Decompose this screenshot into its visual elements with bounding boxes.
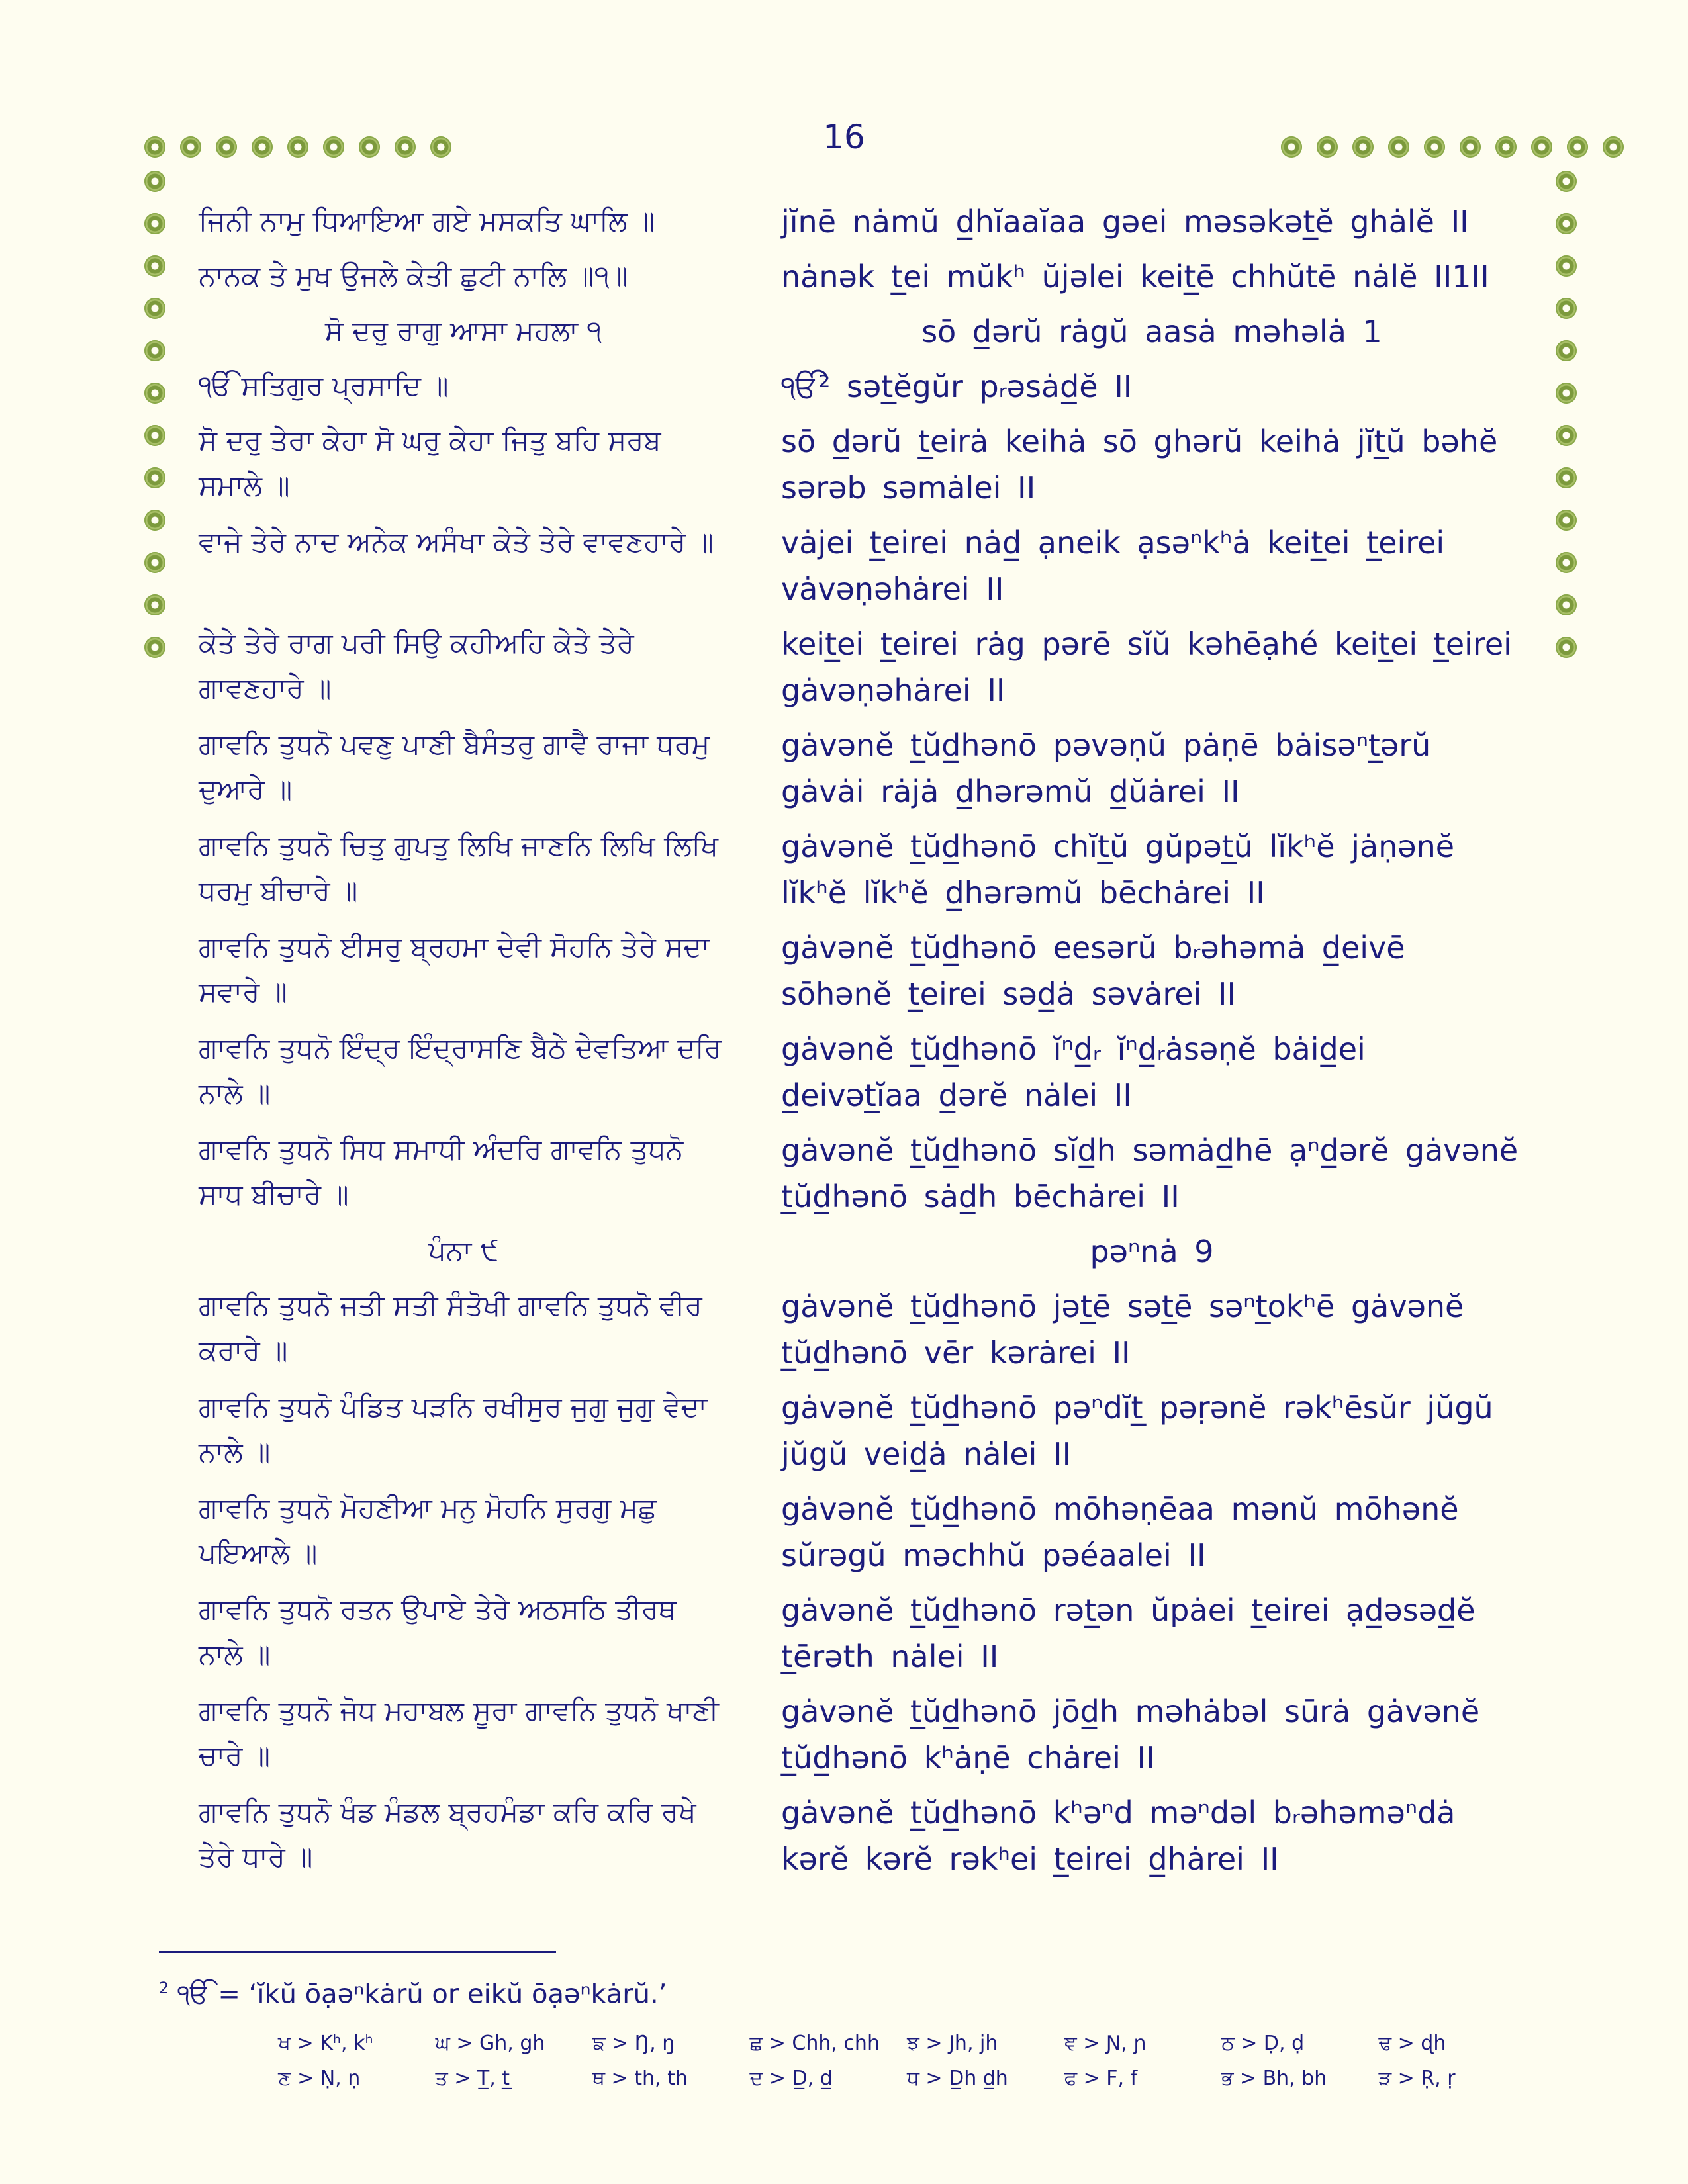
flower-icon — [144, 425, 165, 446]
flower-icon — [395, 136, 416, 158]
verse-row — [199, 925, 1536, 1017]
legend-item: ਛ > Chh, chh — [749, 2032, 880, 2055]
gurmukhi-text: ਵਾਜੇ ਤੇਰੇ ਨਾਦ ਅਨੇਕ ਅਸੰਖਾ ਕੇਤੇ ਤੇਰੇ ਵਾਵਣਹਾਰੇ ॥ — [199, 525, 714, 558]
flower-icon — [180, 136, 201, 158]
transliteration-text: gȧvənĕ t̲ŭd̲hənō kʰəⁿd məⁿdəl bᵣəhəməⁿdȧ kərĕ kərĕ rəkʰei t̲eirei d̲hȧrei II — [781, 1795, 1456, 1877]
legend-item: ਦ > D̲, d̲ — [749, 2067, 833, 2090]
verse-row — [199, 363, 1536, 410]
flower-icon — [1556, 425, 1577, 446]
gurmukhi-text: ਨਾਨਕ ਤੇ ਮੁਖ ਉਜਲੇ ਕੇਤੀ ਛੁਟੀ ਨਾਲਿ ॥੧॥ — [199, 259, 628, 292]
transliteration-text: gȧvənĕ t̲ŭd̲hənō rət̲ən ŭpȧei t̲eirei ạd̲əsəd̲ĕ t̲ērəth nȧlei II — [781, 1592, 1476, 1674]
transliteration-text: gȧvənĕ t̲ŭd̲hənō eesərŭ bᵣəhəmȧ d̲eivē sōhənĕ t̲eirei səd̲ȧ səvȧrei II — [781, 930, 1405, 1012]
flower-icon — [144, 340, 165, 361]
verse-row — [199, 621, 1536, 713]
ornament-right-column — [1556, 171, 1577, 679]
flower-icon — [1531, 136, 1552, 158]
ornament-left-column — [144, 171, 165, 679]
footnote-text: ੴ = ‘ĭkŭ ōạəⁿkȧrŭ or eikŭ ōạəⁿkȧrŭ.’ — [177, 1979, 667, 2010]
transliteration-text: gȧvənĕ t̲ŭd̲hənō pəvəṇŭ pȧṇē bȧisəⁿt̲ərŭ gȧvȧi rȧjȧ d̲hərəmŭ d̲ŭȧrei II — [781, 727, 1431, 809]
legend-item: ਠ > Ḍ, ḍ — [1221, 2032, 1305, 2055]
verse-row — [199, 253, 1536, 300]
legend-item: ਫ > F, f — [1064, 2067, 1138, 2090]
verse-row — [199, 1688, 1536, 1781]
flower-icon — [1556, 552, 1577, 573]
flower-icon — [144, 467, 165, 488]
gurmukhi-text: ਗਾਵਨਿ ਤੁਧਨੋ ਪੰਡਿਤ ਪੜਨਿ ਰਖੀਸੁਰ ਜੁਗੁ ਜੁਗੁ ਵੇਦਾ ਨਾਲੇ ॥ — [199, 1390, 708, 1468]
verse-row — [199, 520, 1536, 612]
flower-icon — [1556, 383, 1577, 404]
flower-icon — [1281, 136, 1302, 158]
section-heading-row — [199, 1228, 1536, 1275]
flower-icon — [144, 510, 165, 531]
flower-icon — [144, 383, 165, 404]
footnote — [159, 1979, 667, 2009]
flower-icon — [1556, 467, 1577, 488]
flower-icon — [359, 136, 380, 158]
transliteration-text: jĭnē nȧmŭ d̲hĭaaĭaa gəei məsəkət̲ĕ ghȧlĕ II — [781, 204, 1469, 240]
flower-icon — [1556, 171, 1577, 192]
gurmukhi-text: ੴ ਸਤਿਗੁਰ ਪ੍ਰਸਾਦਿ ॥ — [199, 369, 449, 402]
transliteration-text: ੴ² sət̲ĕgŭr pᵣəsȧd̲ĕ II — [781, 369, 1133, 404]
gurmukhi-text: ਸੋ ਦਰੁ ਰਾਗੁ ਆਸਾ ਮਹਲਾ ੧ — [324, 314, 602, 347]
flower-icon — [1603, 136, 1624, 158]
page-number: 16 — [823, 118, 865, 156]
legend-item: ਣ > Ṇ, ṇ — [278, 2067, 361, 2090]
flower-icon — [216, 136, 237, 158]
transliteration-text: gȧvənĕ t̲ŭd̲hənō sĭd̲h səmȧd̲hē ạⁿd̲ərĕ gȧvənĕ t̲ŭd̲hənō sȧd̲h bēchȧrei II — [781, 1132, 1519, 1214]
legend-item: ਧ > D̲h d̲h — [907, 2067, 1008, 2090]
verse-row — [199, 1026, 1536, 1118]
gurmukhi-text: ਗਾਵਨਿ ਤੁਧਨੋ ਸਿਧ ਸਮਾਧੀ ਅੰਦਰਿ ਗਾਵਨਿ ਤੁਧਨੋ ਸਾਧ ਬੀਚਾਰੇ ॥ — [199, 1133, 684, 1210]
transliteration-text: sō d̲ərŭ t̲eirȧ keihȧ sō ghərŭ keihȧ jĭt̲ŭ bəhĕ sərəb səmȧlei II — [781, 424, 1498, 506]
transliteration-text: gȧvənĕ t̲ŭd̲hənō mōhəṇēaa mənŭ mōhənĕ sŭrəgŭ məchhŭ pəéaalei II — [781, 1491, 1459, 1573]
verse-row — [199, 1486, 1536, 1578]
flower-icon — [1556, 298, 1577, 319]
gurmukhi-text: ਗਾਵਨਿ ਤੁਧਨੋ ਜੋਧ ਮਹਾਬਲ ਸੂਰਾ ਗਾਵਨਿ ਤੁਧਨੋ ਖਾਣੀ ਚਾਰੇ ॥ — [199, 1694, 719, 1772]
flower-icon — [1388, 136, 1409, 158]
flower-icon — [1317, 136, 1338, 158]
verse-row — [199, 418, 1536, 511]
footnote-divider — [159, 1951, 556, 1953]
verse-row — [199, 722, 1536, 815]
legend-item: ਭ > Bh, bh — [1221, 2067, 1327, 2090]
flower-icon — [144, 298, 165, 319]
gurmukhi-text: ਪੰਨਾ ੯ — [428, 1234, 499, 1267]
legend-item: ਙ > Ŋ, ŋ — [592, 2032, 675, 2055]
verse-table — [199, 199, 1536, 1891]
flower-icon — [323, 136, 344, 158]
gurmukhi-text: ਸੋ ਦਰੁ ਤੇਰਾ ਕੇਹਾ ਸੋ ਘਰੁ ਕੇਹਾ ਜਿਤੁ ਬਹਿ ਸਰਬ ਸਮਾਲੇ ॥ — [199, 424, 661, 502]
transliteration-legend — [278, 2032, 1536, 2090]
transliteration-text: sō d̲ərŭ rȧgŭ aasȧ məhəlȧ 1 — [921, 314, 1382, 349]
flower-icon — [1556, 510, 1577, 531]
verse-row — [199, 1385, 1536, 1477]
legend-item: ਢ > ɖh — [1378, 2032, 1446, 2055]
legend-item: ਥ > th, th — [592, 2067, 688, 2090]
gurmukhi-text: ਜਿਨੀ ਨਾਮੁ ਧਿਆਇਆ ਗਏ ਮਸਕਤਿ ਘਾਲਿ ॥ — [199, 205, 655, 237]
gurmukhi-text: ਗਾਵਨਿ ਤੁਧਨੋ ਈਸਰੁ ਬ੍ਰਹਮਾ ਦੇਵੀ ਸੋਹਨਿ ਤੇਰੇ ਸਦਾ ਸਵਾਰੇ ॥ — [199, 931, 710, 1008]
flower-icon — [430, 136, 451, 158]
flower-icon — [1567, 136, 1588, 158]
gurmukhi-text: ਗਾਵਨਿ ਤੁਧਨੋ ਮੋਹਣੀਆ ਮਨੁ ਮੋਹਨਿ ਸੁਰਗੁ ਮਛੁ ਪਇਆਲੇ ॥ — [199, 1492, 657, 1569]
gurmukhi-text: ਗਾਵਨਿ ਤੁਧਨੋ ਜਤੀ ਸਤੀ ਸੰਤੋਖੀ ਗਾਵਨਿ ਤੁਧਨੋ ਵੀਰ ਕਰਾਰੇ ॥ — [199, 1289, 702, 1367]
transliteration-text: gȧvənĕ t̲ŭd̲hənō pəⁿdĭt̲ pəṛənĕ rəkʰēsŭr jŭgŭ jŭgŭ veid̲ȧ nȧlei II — [781, 1390, 1493, 1472]
flower-icon — [1460, 136, 1481, 158]
gurmukhi-text: ਗਾਵਨਿ ਤੁਧਨੋ ਚਿਤੁ ਗੁਪਤੁ ਲਿਖਿ ਜਾਣਨਿ ਲਿਖਿ ਲਿਖਿ ਧਰਮੁ ਬੀਚਾਰੇ ॥ — [199, 829, 719, 907]
flower-icon — [1556, 637, 1577, 658]
transliteration-text: keit̲ei t̲eirei rȧg pərē sĭŭ kəhēạhé keit̲ei t̲eirei gȧvəṇəhȧrei II — [781, 626, 1512, 708]
flower-icon — [1556, 340, 1577, 361]
transliteration-text: gȧvənĕ t̲ŭd̲hənō jət̲ē sət̲ē səⁿt̲okʰē gȧvənĕ t̲ŭd̲hənō vēr kərȧrei II — [781, 1289, 1464, 1371]
gurmukhi-text: ਕੇਤੇ ਤੇਰੇ ਰਾਗ ਪਰੀ ਸਿਉ ਕਹੀਅਹਿ ਕੇਤੇ ਤੇਰੇ ਗਾਵਣਹਾਰੇ ॥ — [199, 627, 634, 704]
legend-item: ਤ > T̲, t̲ — [435, 2067, 510, 2090]
ornament-top-right — [1281, 136, 1638, 158]
transliteration-text: pəⁿnȧ 9 — [1090, 1234, 1214, 1269]
flower-icon — [1556, 594, 1577, 615]
flower-icon — [144, 552, 165, 573]
gurmukhi-text: ਗਾਵਨਿ ਤੁਧਨੋ ਰਤਨ ਉਪਾਏ ਤੇਰੇ ਅਠਸਠਿ ਤੀਰਥ ਨਾਲੇ ॥ — [199, 1593, 677, 1670]
verse-row — [199, 1283, 1536, 1376]
flower-icon — [1556, 255, 1577, 277]
footnote-marker: 2 — [159, 1979, 169, 1997]
verse-row — [199, 823, 1536, 916]
verse-row — [199, 1127, 1536, 1220]
transliteration-text: vȧjei t̲eirei nȧd̲ ạneik ạsəⁿkʰȧ keit̲ei t̲eirei vȧvəṇəhȧrei II — [781, 525, 1445, 607]
flower-icon — [1495, 136, 1517, 158]
ornament-top-left — [144, 136, 466, 158]
flower-icon — [287, 136, 308, 158]
gurmukhi-text: ਗਾਵਨਿ ਤੁਧਨੋ ਖੰਡ ਮੰਡਲ ਬ੍ਰਹਮੰਡਾ ਕਰਿ ਕਰਿ ਰਖੇ ਤੇਰੇ ਧਾਰੇ ॥ — [199, 1796, 696, 1873]
flower-icon — [1424, 136, 1445, 158]
legend-item: ਞ > Ɲ, ɲ — [1064, 2032, 1147, 2055]
legend-item: ਘ > Gh, gh — [435, 2032, 545, 2055]
flower-icon — [252, 136, 273, 158]
section-heading-row — [199, 308, 1536, 355]
flower-icon — [144, 255, 165, 277]
legend-item: ਝ > Jh, jh — [907, 2032, 998, 2055]
verse-row — [199, 1790, 1536, 1882]
flower-icon — [144, 171, 165, 192]
flower-icon — [144, 136, 165, 158]
flower-icon — [144, 213, 165, 234]
verse-row — [199, 199, 1536, 245]
flower-icon — [144, 637, 165, 658]
transliteration-text: gȧvənĕ t̲ŭd̲hənō ĭⁿd̲ᵣ ĭⁿd̲ᵣȧsəṇĕ bȧid̲ei d̲eivət̲ĭaa d̲ərĕ nȧlei II — [781, 1031, 1366, 1113]
transliteration-text: nȧnək t̲ei mŭkʰ ŭjəlei keit̲ē chhŭtē nȧlĕ II1II — [781, 259, 1489, 295]
gurmukhi-text: ਗਾਵਨਿ ਤੁਧਨੋ ਇੰਦ੍ਰ ਇੰਦ੍ਰਾਸਣਿ ਬੈਠੇ ਦੇਵਤਿਆ ਦਰਿ ਨਾਲੇ ॥ — [199, 1032, 722, 1109]
gurmukhi-text: ਗਾਵਨਿ ਤੁਧਨੋ ਪਵਣੁ ਪਾਣੀ ਬੈਸੰਤਰੁ ਗਾਵੈ ਰਾਜਾ ਧਰਮੁ ਦੁਆਰੇ ॥ — [199, 728, 710, 805]
legend-item: ੜ > Ṛ, ṛ — [1378, 2067, 1456, 2090]
transliteration-text: gȧvənĕ t̲ŭd̲hənō chĭt̲ŭ gŭpət̲ŭ lĭkʰĕ jȧṇənĕ lĭkʰĕ lĭkʰĕ d̲hərəmŭ bēchȧrei II — [781, 829, 1455, 911]
legend-item: ਖ > Kʰ, kʰ — [278, 2032, 373, 2055]
transliteration-text: gȧvənĕ t̲ŭd̲hənō jōd̲h məhȧbəl sūrȧ gȧvənĕ t̲ŭd̲hənō kʰȧṇē chȧrei II — [781, 1694, 1480, 1776]
flower-icon — [1556, 213, 1577, 234]
verse-row — [199, 1587, 1536, 1680]
flower-icon — [144, 594, 165, 615]
flower-icon — [1352, 136, 1374, 158]
